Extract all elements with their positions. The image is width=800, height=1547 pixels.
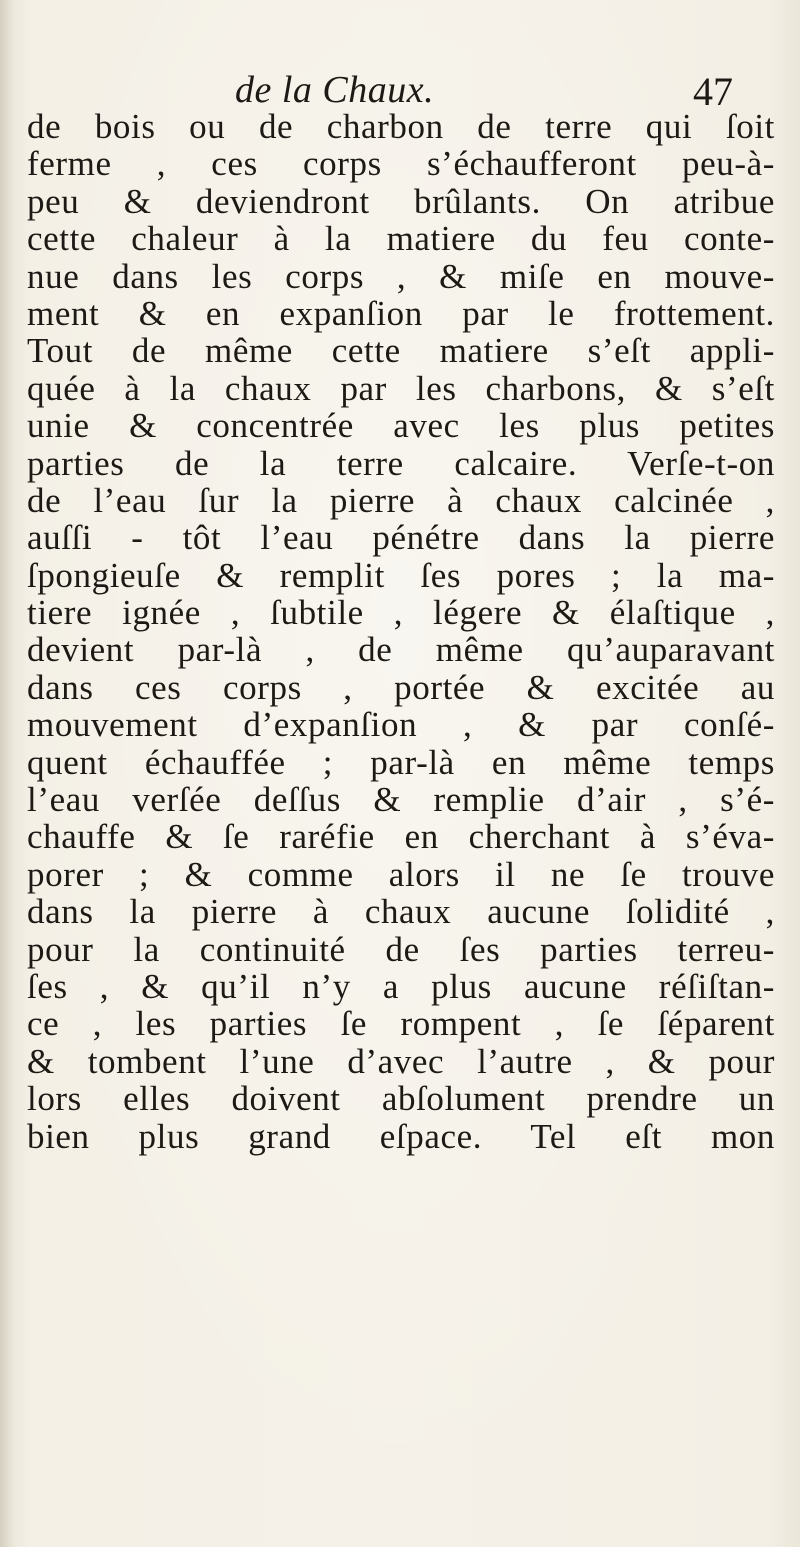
text-line: de l’eau ſur la pierre à chaux calcinée , <box>27 480 775 520</box>
text-line: porer ; & comme alors il ne ſe trouve <box>27 854 775 894</box>
text-line: devient par-là , de même qu’auparavant <box>27 630 775 670</box>
text-line: mouvement d’expanſion , & par conſé- <box>27 705 775 745</box>
page-gutter-shadow <box>0 0 14 1547</box>
text-line: peu & deviendront brûlants. On atribue <box>27 181 775 221</box>
text-line: bien plus grand eſpace. Tel eſt mon <box>27 1116 775 1156</box>
running-head-title: de la Chaux. <box>235 69 435 111</box>
text-line: ment & en expanſion par le frottement. <box>27 293 775 333</box>
text-line: quent échauffée ; par-là en même temps <box>27 742 775 782</box>
text-line: ce , les parties ſe rompent , ſe ſéparent <box>27 1004 775 1044</box>
text-line: pour la continuité de ſes parties terreu- <box>27 929 775 969</box>
text-line: chauffe & ſe raréfie en cherchant à s’éva- <box>27 817 775 857</box>
text-line: l’eau verſée deſſus & remplie d’air , s’é- <box>27 780 775 820</box>
text-line: parties de la terre calcaire. Verſe-t-on <box>27 443 775 483</box>
running-head <box>0 68 800 112</box>
text-line: dans la pierre à chaux aucune ſolidité , <box>27 892 775 932</box>
text-line: cette chaleur à la matiere du feu conte- <box>27 219 775 259</box>
text-line: ferme , ces corps s’échaufferont peu-à- <box>27 144 775 184</box>
text-line: ſpongieuſe & remplit ſes pores ; la ma- <box>27 555 775 595</box>
text-line: tiere ignée , ſubtile , légere & élaſtique , <box>27 593 775 633</box>
text-line: lors elles doivent abſolument prendre un <box>27 1079 775 1119</box>
text-line: unie & concentrée avec les plus petites <box>27 406 775 446</box>
text-line: auſſi - tôt l’eau pénétre dans la pierre <box>27 518 775 558</box>
text-line: nue dans les corps , & miſe en mouve- <box>27 256 775 296</box>
text-line: Tout de même cette matiere s’eſt appli- <box>27 331 775 371</box>
text-line: de bois ou de charbon de terre qui ſoit <box>27 107 775 146</box>
page-number: 47 <box>693 69 733 114</box>
text-line: & tombent l’une d’avec l’autre , & pour <box>27 1041 775 1081</box>
body-text <box>27 108 775 1155</box>
text-line: quée à la chaux par les charbons, & s’eſt <box>27 368 775 408</box>
text-line: dans ces corps , portée & excitée au <box>27 667 775 707</box>
text-line: ſes , & qu’il n’y a plus aucune réſiſtan- <box>27 966 775 1006</box>
